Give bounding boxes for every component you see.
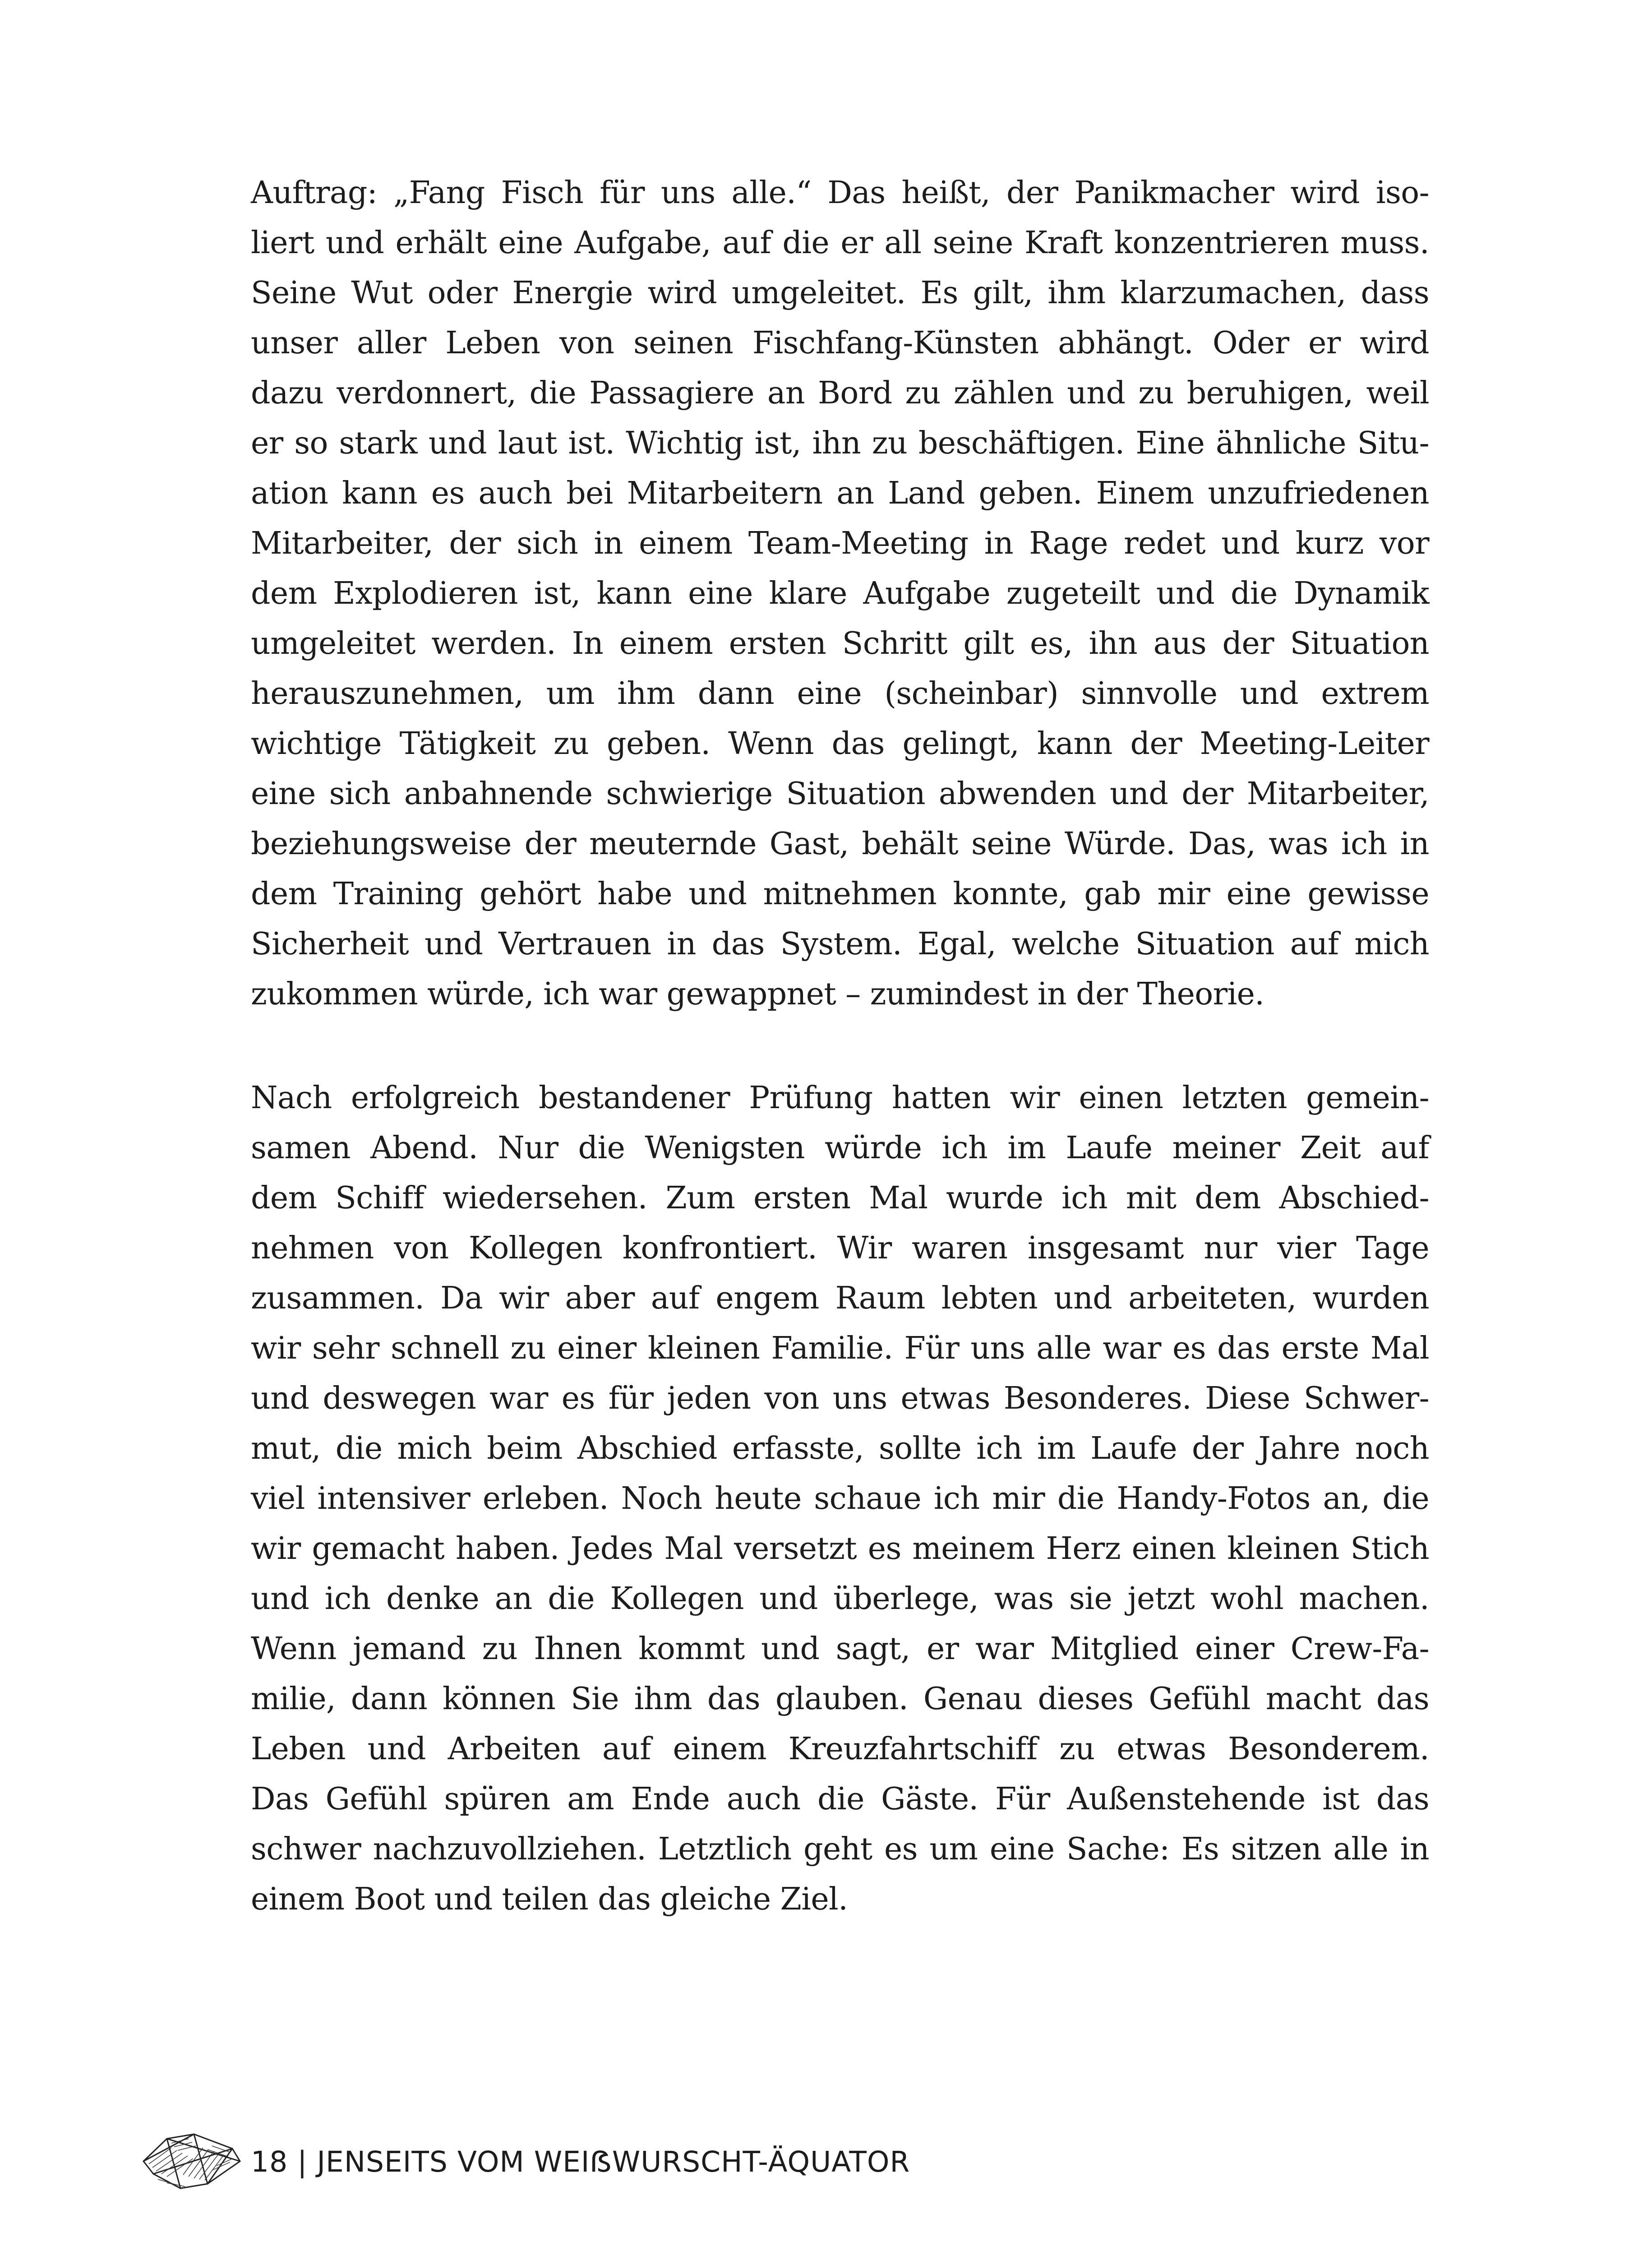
text-line: Mitarbeiter, der sich in einem Team-Meeting in Rage redet und kurz vor: [251, 526, 1429, 561]
text-line: umgeleitet werden. In einem ersten Schritt gilt es, ihn aus der Situation: [251, 626, 1429, 661]
footer-caption: [251, 2144, 910, 2180]
page-number: 18: [251, 2145, 288, 2178]
text-line: schwer nachzuvollziehen. Letztlich geht es um eine Sache: Es sitzen alle in: [251, 1831, 1429, 1867]
text-line: er so stark und laut ist. Wichtig ist, ihn zu beschäftigen. Eine ähnliche Situ-: [251, 425, 1429, 461]
text-line: nehmen von Kollegen konfrontiert. Wir waren insgesamt nur vier Tage: [251, 1230, 1429, 1266]
text-line: mut, die mich beim Abschied erfasste, sollte ich im Laufe der Jahre noch: [251, 1431, 1429, 1466]
text-line: dem Schiff wiedersehen. Zum ersten Mal wurde ich mit dem Abschied-: [251, 1180, 1429, 1216]
text-line: wir gemacht haben. Jedes Mal versetzt es meinem Herz einen kleinen Stich: [251, 1531, 1429, 1567]
text-line: samen Abend. Nur die Wenigsten würde ich im Laufe meiner Zeit auf: [251, 1130, 1429, 1166]
text-line: einem Boot und teilen das gleiche Ziel.: [251, 1882, 848, 1917]
footer-separator: |: [297, 2145, 308, 2178]
paragraph-1: [251, 168, 1429, 1019]
text-line: wir sehr schnell zu einer kleinen Familie. Für uns alle war es das erste Mal: [251, 1331, 1429, 1366]
text-line: liert und erhält eine Aufgabe, auf die er all seine Kraft konzentrieren muss.: [251, 225, 1429, 261]
text-line: viel intensiver erleben. Noch heute schaue ich mir die Handy-Fotos an, die: [251, 1481, 1429, 1516]
text-line: eine sich anbahnende schwierige Situation abwenden und der Mitarbeiter,: [251, 776, 1429, 812]
text-line: wichtige Tätigkeit zu geben. Wenn das gelingt, kann der Meeting-Leiter: [251, 726, 1429, 762]
text-line: und deswegen war es für jeden von uns etwas Besonderes. Diese Schwer-: [251, 1381, 1429, 1416]
text-line: dazu verdonnert, die Passagiere an Bord zu zählen und zu beruhigen, weil: [251, 375, 1429, 411]
text-line: milie, dann können Sie ihm das glauben. Genau dieses Gefühl macht das: [251, 1681, 1429, 1717]
text-line: zusammen. Da wir aber auf engem Raum lebten und arbeiteten, wurden: [251, 1281, 1429, 1316]
running-title: JENSEITS VOM WEIẞWURSCHT-ÄQUATOR: [317, 2145, 910, 2178]
text-line: Nach erfolgreich bestandener Prüfung hatten wir einen letzten gemein-: [251, 1080, 1429, 1116]
text-line: dem Training gehört habe und mitnehmen konnte, gab mir eine gewisse: [251, 876, 1429, 912]
text-line: Das Gefühl spüren am Ende auch die Gäste. Für Außenstehende ist das: [251, 1781, 1429, 1817]
text-line: zukommen würde, ich war gewappnet – zumindest in der Theorie.: [251, 976, 1264, 1012]
text-line: herauszunehmen, um ihm dann eine (scheinbar) sinnvolle und extrem: [251, 676, 1429, 712]
text-line: Sicherheit und Vertrauen in das System. Egal, welche Situation auf mich: [251, 926, 1429, 962]
text-line: Leben und Arbeiten auf einem Kreuzfahrtschiff zu etwas Besonderem.: [251, 1731, 1429, 1767]
text-line: dem Explodieren ist, kann eine klare Aufgabe zugeteilt und die Dynamik: [251, 576, 1429, 611]
text-line: Seine Wut oder Energie wird umgeleitet. Es gilt, ihm klarzumachen, dass: [251, 275, 1429, 311]
paragraph-2: [251, 1073, 1429, 1924]
text-line: Auftrag: „Fang Fisch für uns alle.“ Das heißt, der Panikmacher wird iso-: [251, 175, 1429, 211]
text-line: und ich denke an die Kollegen und überlege, was sie jetzt wohl machen.: [251, 1581, 1429, 1617]
text-line: Wenn jemand zu Ihnen kommt und sagt, er war Mitglied einer Crew-Fa-: [251, 1631, 1429, 1667]
text-line: ation kann es auch bei Mitarbeitern an Land geben. Einem unzufriedenen: [251, 476, 1429, 511]
text-line: unser aller Leben von seinen Fischfang-Künsten abhängt. Oder er wird: [251, 325, 1429, 361]
text-line: beziehungsweise der meuternde Gast, behält seine Würde. Das, was ich in: [251, 826, 1429, 862]
paper-boat-sketch-icon: [140, 2121, 244, 2202]
page-footer: [140, 2121, 1177, 2202]
